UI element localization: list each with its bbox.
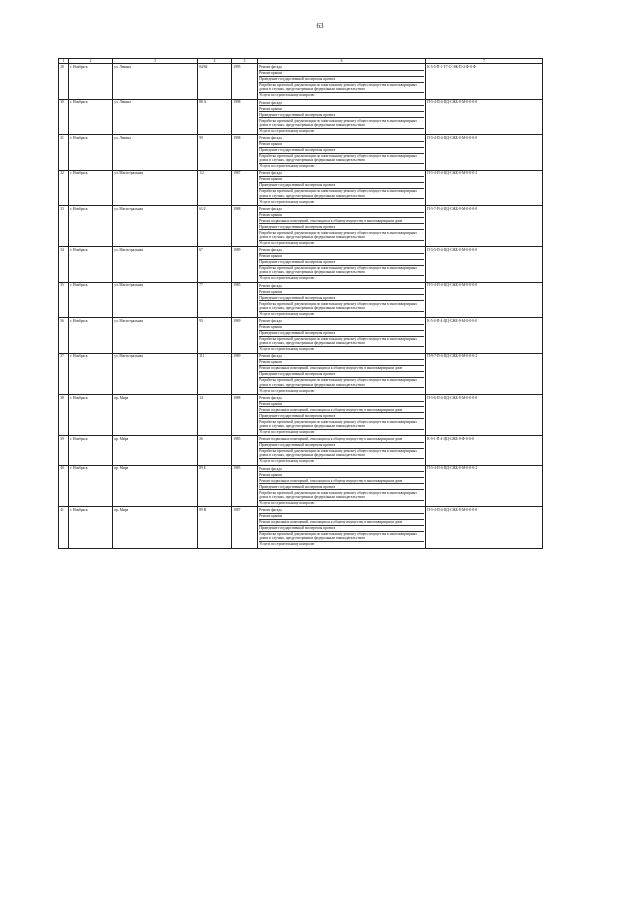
row-number-cell: 41 <box>59 507 69 548</box>
row-number-cell: 38 <box>59 394 69 435</box>
city-cell: г. Ноябрьск <box>69 507 113 548</box>
work-item: Проведение государственной экспертизы проекта <box>259 526 424 532</box>
house-number-cell: 111 <box>198 353 232 394</box>
work-item: Ремонт фасада <box>259 207 424 213</box>
work-item: Услуги по строительному контролю <box>259 500 315 505</box>
street-cell: ул. Ленина <box>113 64 198 99</box>
work-item: Проведение государственной экспертизы проекта <box>259 260 424 266</box>
work-item: Ремонт фасада <box>259 319 424 325</box>
work-item: Проведение государственной экспертизы проекта <box>259 331 424 337</box>
year-cell: 1985 <box>232 282 258 317</box>
work-item: Разработка проектной документации по капитальному ремонту общего имущества в многоквартирных домах в случаях, предусмотренных федеральным законодательством <box>259 301 424 311</box>
house-number-cell: 89 Б <box>198 465 232 506</box>
building-code-cell: П-5-4-П-4-ЦЦ-СЖБ-0-М-0-0-0-0 <box>426 99 543 134</box>
works-cell <box>258 99 426 134</box>
city-cell: г. Ноябрьск <box>69 135 113 170</box>
work-item: Услуги по строительному контролю <box>259 459 315 464</box>
work-item: Ремонт фасада <box>259 171 424 177</box>
work-item: Ремонт крыши <box>259 254 424 260</box>
building-code-cell: П-5-4-П-4-ЦЦ-СЖБ-0-М-0-0-0-2 <box>426 170 543 205</box>
work-item: Разработка проектной документации по капитальному ремонту общего имущества в многоквартирных домах в случаях, предусмотренных федеральным законодательством <box>259 337 424 347</box>
row-number-cell: 40 <box>59 465 69 506</box>
work-item: Ремонт фасада <box>259 65 424 71</box>
column-number-header: 1 <box>59 59 69 64</box>
work-item: Ремонт фасада <box>259 354 424 360</box>
work-item: Ремонт крыши <box>259 177 424 183</box>
city-cell: г. Ноябрьск <box>69 205 113 246</box>
works-cell <box>258 318 426 353</box>
work-item: Ремонт крыши <box>259 106 424 112</box>
work-item: Ремонт крыши <box>259 289 424 295</box>
table-row <box>59 247 543 282</box>
work-item: Ремонт подвальных помещений, относящихся к общему имуществу в многоквартирном доме <box>259 478 424 484</box>
building-code-cell: П-5-7-П-4-ЦЦ-СЖБ-0-М-0-0-0-0 <box>426 205 543 246</box>
table-row <box>59 436 543 465</box>
building-code-cell: П-5-4-П-4-ЦЦ-СЖБ-0-М-0-0-0-0 <box>426 135 543 170</box>
work-item: Разработка проектной документации по капитальному ремонту общего имущества в многоквартирных домах в случаях, предусмотренных федеральным законодательством <box>259 189 424 199</box>
page-number: 63 <box>316 22 324 30</box>
street-cell: ул. Магистральная <box>113 282 198 317</box>
street-cell: ул. Магистральная <box>113 247 198 282</box>
table-row <box>59 353 543 394</box>
year-cell: 1985 <box>232 436 258 465</box>
work-item: Проведение государственной экспертизы проекта <box>259 413 424 419</box>
column-number-header: 7 <box>426 59 543 64</box>
work-item: Проведение государственной экспертизы проекта <box>259 372 424 378</box>
city-cell: г. Ноябрьск <box>69 282 113 317</box>
table-row <box>59 507 543 548</box>
year-cell: 1988 <box>232 205 258 246</box>
work-item: Ремонт подвальных помещений, относящихся к общему имуществу в многоквартирном доме <box>259 407 424 413</box>
works-cell <box>258 247 426 282</box>
house-number-cell: 67 <box>198 247 232 282</box>
work-item: Ремонт крыши <box>259 514 424 520</box>
table-body <box>59 64 543 548</box>
year-cell: 1983 <box>232 465 258 506</box>
work-item: Разработка проектной документации по капитальному ремонту общего имущества в многоквартирных домах в случаях, предусмотренных федеральным законодательством <box>259 118 424 128</box>
street-cell: ул. Магистральная <box>113 170 198 205</box>
year-cell: 1987 <box>232 170 258 205</box>
repair-register-table <box>58 58 543 549</box>
column-number-header: 3 <box>113 59 198 64</box>
year-cell: 1998 <box>232 99 258 134</box>
works-cell <box>258 282 426 317</box>
work-item: Проведение государственной экспертизы проекта <box>259 148 424 154</box>
city-cell: г. Ноябрьск <box>69 353 113 394</box>
street-cell: пр. Мира <box>113 436 198 465</box>
work-item: Разработка проектной документации по капитальному ремонту общего имущества в многоквартирных домах в случаях, предусмотренных федеральным законодательством <box>259 266 424 276</box>
work-item: Разработка проектной документации по капитальному ремонту общего имущества в многоквартирных домах в случаях, предусмотренных федеральным законодательством <box>259 83 424 93</box>
work-item: Ремонт крыши <box>259 142 424 148</box>
table-row <box>59 318 543 353</box>
house-number-cell: 95 <box>198 318 232 353</box>
work-item: Ремонт крыши <box>259 402 424 408</box>
work-item: Услуги по строительному контролю <box>259 93 315 98</box>
work-item: Услуги по строительному контролю <box>259 241 315 246</box>
building-code-cell: П-9-7-П-4-ЦЦ-СЖБ-0-М-0-0-0-2 <box>426 353 543 394</box>
house-number-cell: 61/2 <box>198 205 232 246</box>
work-item: Проведение государственной экспертизы проекта <box>259 295 424 301</box>
work-item: Ремонт подвальных помещений, относящихся к общему имуществу в многоквартирном доме <box>259 366 424 372</box>
work-item: Услуги по строительному контролю <box>259 276 315 281</box>
table-row <box>59 205 543 246</box>
house-number-cell: 1/2 <box>198 170 232 205</box>
works-cell <box>258 394 426 435</box>
work-item: Ремонт подвальных помещений, относящихся к общему имуществу в многоквартирном доме <box>259 218 424 224</box>
works-cell <box>258 507 426 548</box>
city-cell: г. Ноябрьск <box>69 436 113 465</box>
work-item: Услуги по строительному контролю <box>259 164 315 169</box>
row-number-cell: 29 <box>59 64 69 99</box>
street-cell: пр. Мира <box>113 394 198 435</box>
work-item: Ремонт фасада <box>259 248 424 254</box>
work-item: Проведение государственной экспертизы проекта <box>259 443 424 449</box>
house-number-cell: 26 <box>198 436 232 465</box>
work-item: Ремонт крыши <box>259 213 424 219</box>
row-number-cell: 34 <box>59 247 69 282</box>
work-item: Ремонт крыши <box>259 360 424 366</box>
work-item: Услуги по строительному контролю <box>259 430 315 435</box>
table-row <box>59 170 543 205</box>
street-cell: ул. Магистральная <box>113 205 198 246</box>
street-cell: ул. Ленина <box>113 135 198 170</box>
column-number-header: 2 <box>69 59 113 64</box>
year-cell: 1987 <box>232 507 258 548</box>
house-number-cell: 90 <box>198 135 232 170</box>
city-cell: г. Ноябрьск <box>69 170 113 205</box>
row-number-cell: 32 <box>59 170 69 205</box>
street-cell: ул. Магистральная <box>113 353 198 394</box>
table-row <box>59 465 543 506</box>
work-item: Разработка проектной документации по капитальному ремонту общего имущества в многоквартирных домах в случаях, предусмотренных федеральным законодательством <box>259 154 424 164</box>
work-item: Ремонт фасада <box>259 100 424 106</box>
work-item: Проведение государственной экспертизы проекта <box>259 183 424 189</box>
row-number-cell: 33 <box>59 205 69 246</box>
work-item: Услуги по строительному контролю <box>259 311 315 316</box>
building-code-cell: П-5-4-П-4-ЦЦ-СЖБ-0-М-0-0-0-0 <box>426 507 543 548</box>
works-cell <box>258 170 426 205</box>
street-cell: пр. Мира <box>113 507 198 548</box>
work-item: Проведение государственной экспертизы проекта <box>259 484 424 490</box>
building-code-cell: К-9-1-П-4-ЦЦ-СЖБ-0-Ф-0-0-0 <box>426 436 543 465</box>
work-item: Ремонт крыши <box>259 472 424 478</box>
work-item: Разработка проектной документации по капитальному ремонту общего имущества в многоквартирных домах в случаях, предусмотренных федеральным законодательством <box>259 490 424 500</box>
building-code-cell: П-5-4-П-4-ЦЦ-СЖБ-0-М-0-0-0-0 <box>426 282 543 317</box>
table-row <box>59 135 543 170</box>
street-cell: ул. Магистральная <box>113 318 198 353</box>
work-item: Проведение государственной экспертизы проекта <box>259 112 424 118</box>
street-cell: ул. Ленина <box>113 99 198 134</box>
work-item: Ремонт крыши <box>259 325 424 331</box>
work-item: Услуги по строительному контролю <box>259 128 315 133</box>
work-item: Ремонт фасада <box>259 508 424 514</box>
work-item: Разработка проектной документации по капитальному ремонту общего имущества в многоквартирных домах в случаях, предусмотренных федеральным законодательством <box>259 419 424 429</box>
house-number-cell: 77 <box>198 282 232 317</box>
year-cell: 1989 <box>232 318 258 353</box>
building-code-cell: П-5-6-П-4-ЦЦ-СЖБ-0-М-0-0-0-0 <box>426 394 543 435</box>
city-cell: г. Ноябрьск <box>69 394 113 435</box>
building-code-cell: К-5-5-П-1-Т7-С-ЭЖ-П-4-Ф-0-Ф <box>426 64 543 99</box>
work-item: Разработка проектной документации по капитальному ремонту общего имущества в многоквартирных домах в случаях, предусмотренных федеральным законодательством <box>259 449 424 459</box>
work-item: Ремонт подвальных помещений, относящихся к общему имуществу в многоквартирном доме <box>259 520 424 526</box>
table-row <box>59 64 543 99</box>
works-cell <box>258 205 426 246</box>
street-cell: пр. Мира <box>113 465 198 506</box>
work-item: Проведение государственной экспертизы проекта <box>259 77 424 83</box>
work-item: Разработка проектной документации по капитальному ремонту общего имущества в многоквартирных домах в случаях, предусмотренных федеральным законодательством <box>259 230 424 240</box>
row-number-cell: 37 <box>59 353 69 394</box>
work-item: Разработка проектной документации по капитальному ремонту общего имущества в многоквартирных домах в случаях, предусмотренных федеральным законодательством <box>259 532 424 542</box>
house-number-cell: 14 <box>198 394 232 435</box>
city-cell: г. Ноябрьск <box>69 99 113 134</box>
row-number-cell: 39 <box>59 436 69 465</box>
works-cell <box>258 353 426 394</box>
house-number-cell: 88 А <box>198 99 232 134</box>
work-item: Услуги по строительному контролю <box>259 347 315 352</box>
work-item: Ремонт фасада <box>259 396 424 402</box>
building-code-cell: К-5-4-П-4-ЦЦ-СЖБ-0-М-0-0-0-0 <box>426 318 543 353</box>
year-cell: 1995 <box>232 64 258 99</box>
table-row <box>59 282 543 317</box>
building-code-cell: П-5-4-П-4-ЦЦ-СЖБ-0-М-0-0-0-2 <box>426 465 543 506</box>
year-cell: 1998 <box>232 135 258 170</box>
work-item: Услуги по строительному контролю <box>259 199 315 204</box>
row-number-cell: 36 <box>59 318 69 353</box>
work-item: Проведение государственной экспертизы проекта <box>259 224 424 230</box>
column-number-header: 5 <box>232 59 258 64</box>
row-number-cell: 30 <box>59 99 69 134</box>
works-cell <box>258 465 426 506</box>
work-item: Ремонт фасада <box>259 283 424 289</box>
work-item: Ремонт крыши <box>259 71 424 77</box>
year-cell: 1988 <box>232 394 258 435</box>
work-item: Ремонт фасада <box>259 136 424 142</box>
works-cell <box>258 64 426 99</box>
year-cell: 1989 <box>232 247 258 282</box>
house-number-cell: 84/84 <box>198 64 232 99</box>
year-cell: 1989 <box>232 353 258 394</box>
work-item: Ремонт подвальных помещений, относящихся к общему имуществу в многоквартирном доме <box>259 437 424 443</box>
works-cell <box>258 135 426 170</box>
works-cell <box>258 436 426 465</box>
column-number-header: 4 <box>198 59 232 64</box>
column-number-header: 6 <box>258 59 426 64</box>
row-number-cell: 31 <box>59 135 69 170</box>
table-row <box>59 394 543 435</box>
work-item: Услуги по строительному контролю <box>259 388 315 393</box>
house-number-cell: 89 В <box>198 507 232 548</box>
building-code-cell: П-5-5-П-4-ЦЦ-СЖБ-0-М-0-0-0-0 <box>426 247 543 282</box>
city-cell: г. Ноябрьск <box>69 247 113 282</box>
row-number-cell: 35 <box>59 282 69 317</box>
city-cell: г. Ноябрьск <box>69 64 113 99</box>
work-item: Услуги по строительному контролю <box>259 542 315 547</box>
work-item: Разработка проектной документации по капитальному ремонту общего имущества в многоквартирных домах в случаях, предусмотренных федеральным законодательством <box>259 378 424 388</box>
work-item: Ремонт фасада <box>259 466 424 472</box>
city-cell: г. Ноябрьск <box>69 318 113 353</box>
city-cell: г. Ноябрьск <box>69 465 113 506</box>
table-row <box>59 99 543 134</box>
